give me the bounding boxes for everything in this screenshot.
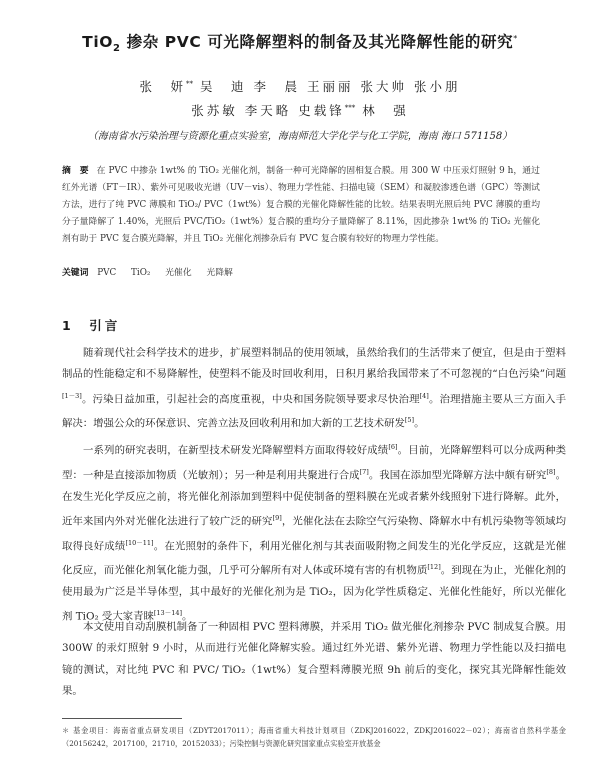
keyword: 光降解 xyxy=(206,268,233,278)
citation: [1－3] xyxy=(62,391,82,400)
citation: [13－14] xyxy=(153,609,183,618)
keywords-label: 关键词 xyxy=(62,268,89,278)
author-name: 史载锋 xyxy=(298,103,345,118)
paper-title: TiO$_2$ 掺杂 PVC 可光降解塑料的制备及其光降解性能的研究* xyxy=(82,33,518,55)
abstract-label: 摘 要 xyxy=(62,166,89,176)
abstract xyxy=(62,163,540,248)
footnote-divider xyxy=(62,718,182,719)
title-subscript: 2 xyxy=(113,43,121,55)
author-name: 林 强 xyxy=(362,103,409,118)
authors-line-2 xyxy=(60,101,540,119)
author-name: 王丽丽 xyxy=(306,79,354,94)
section-heading: 1 引言 xyxy=(62,318,121,333)
citation: [9] xyxy=(272,513,282,522)
author-name: 张大帅 xyxy=(360,79,407,94)
author-name: 李天略 xyxy=(244,103,292,118)
keyword: TiO₂ xyxy=(131,268,151,278)
citation: [10－11] xyxy=(125,538,154,547)
affiliation: （海南省水污染治理与资源化重点实验室，海南师范大学化学与化工学院，海南 海口 571158） xyxy=(87,131,513,142)
intro-paragraph-3: 本文使用自动刮膜机制备了一种固相 PVC 塑料薄膜，并采用 TiO₂ 做光催化剂掺杂 PVC 制成复合膜。用 300W 的汞灯照射 9 小时，从而进行光催化降解实验。通过红外光谱、紫外光谱、物理力学性能以及扫描电镜的测试，对比纯 PVC 和 PVC/ TiO₂（1wt%）复合塑料薄膜光照 9h 前后的变化，探究其光降解性能效果。 xyxy=(62,621,566,697)
intro-paragraph-2: 一系列的研究表明，在新型技术研发光降解塑料方面取得较好成绩[6]。目前，光降解塑料可以分成两种类型：一种是直接添加物质（光敏剂）；另一种是利用共聚进行合成[7]。我国在添加型光降解方法中颇有研究[8]。在发生光化学反应之前，将光催化剂添加到塑料中促使制备的塑料膜在光或者紫外线照射下进行降解。此外，近年来国内外对光催化法进行了较广泛的研究[9]，光催化法在去除空气污染物、降解水中有机污染物等领域均取得良好成绩[10－11]。在光照射的条件下，利用光催化剂与其表面吸附物之间发生的光化学反应，这就是光催化反应，而光催化剂氧化能力强，几乎可分解所有对人体或环境有害的有机物质[12]。到现在为止，光催化剂的使用最为广泛是半导体型，其中最好的光催化剂为是 TiO₂，因为化学性质稳定、光催化性能好，所以光催化剂 TiO₂ 受大家青睐[13－14]。 xyxy=(62,443,567,623)
citation: [5] xyxy=(404,416,415,425)
authors-line-1 xyxy=(60,77,540,95)
citation: [12] xyxy=(427,563,441,572)
author-mark: *** xyxy=(344,103,356,112)
intro-paragraph-1: 随着现代社会科学技术的进步，扩展塑料制品的使用领域，虽然给我们的生活带来了便宜，但是由于塑料制品的性能稳定和不易降解性，使塑料不能及时回收利用，日积月累给我国带来了不可忽视的“白色污染”问题[1－3]。污染日益加重，引起社会的高度重视，中央和国务院领导要求尽快治理[4]。治理措施主要从三方面入手解决：增强公众的环保意识、完善立法及回收利用和加大新的工艺技术研发[5]。 xyxy=(62,347,567,430)
keyword: 光催化 xyxy=(165,268,192,278)
keyword: PVC xyxy=(97,268,117,278)
author-name: 张苏敏 xyxy=(191,103,238,118)
citation: [6] xyxy=(388,443,398,451)
author-name: 张 妍 xyxy=(139,79,186,94)
footnote: ＊ 基金项目：海南省重点研发项目（ZDYT2017011）；海南省重大科技计划项目（ZDKJ2016022，ZDKJ2016022－02）；海南省自然科学基金（20156242，2017100，21710，20152033）；污染控制与资源化研究国家重点实验室开放基金 xyxy=(62,726,566,748)
citation: [8] xyxy=(546,467,556,476)
abstract-text: 在 PVC 中掺杂 1wt% 的 TiO₂ 光催化剂，制备一种可光降解的固相复合膜。用 300 W 中压汞灯照射 9 h，通过红外光谱（FT－IR）、紫外可见吸收光谱（UV－vis）、物理力学性能、扫描电镜（SEM）和凝胶渗透色谱（GPC）等测试方法，进行了纯 PVC 薄膜和 TiO₂/ PVC（1wt%）复合膜的光催化降解性能的比较。结果表明光照后纯 PVC 薄膜的重均分子量降解了 1.40%，光照后 PVC/TiO₂（1wt%）复合膜的重均分子量降解了 8.11%，因此掺杂 1wt% 的 TiO₂ 光催化剂有助于 PVC 复合膜光降解，并且 TiO₂ 光催化剂掺杂后有 PVC 复合膜有较好的物理力学性能。 xyxy=(62,166,540,244)
author-name: 吴 迪 xyxy=(199,79,247,94)
author-mark: ** xyxy=(186,79,193,88)
keywords xyxy=(62,265,540,278)
citation: [4] xyxy=(419,391,429,400)
title-footnote-mark: * xyxy=(513,33,518,43)
citation: [7] xyxy=(359,467,369,476)
author-name: 李 晨 xyxy=(253,79,300,94)
author-name: 张小朋 xyxy=(413,79,461,94)
